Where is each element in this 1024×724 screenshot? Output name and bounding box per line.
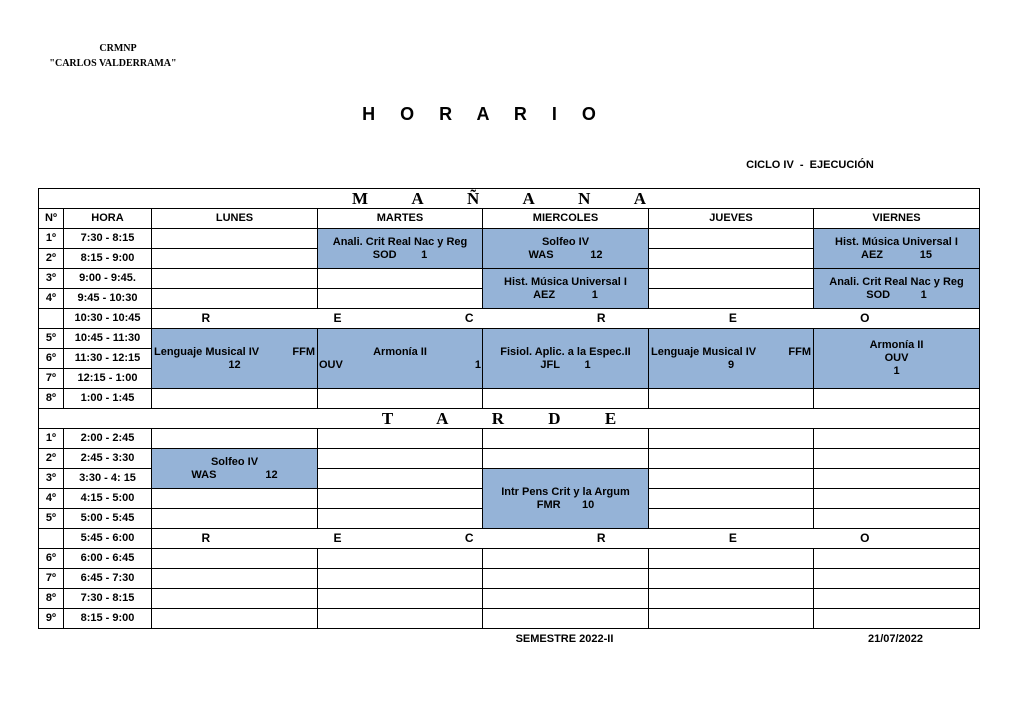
class-room: 1 [474, 358, 481, 371]
table-row [39, 329, 980, 349]
col-header-lunes: LUNES [152, 209, 318, 229]
class-slot-viernes-1[interactable] [814, 229, 980, 269]
period-num: 2º [39, 449, 64, 469]
empty-slot [483, 429, 649, 449]
empty-slot [152, 549, 318, 569]
period-num [39, 309, 64, 329]
col-header-hora: HORA [64, 209, 152, 229]
empty-slot [649, 449, 814, 469]
empty-slot [318, 449, 483, 469]
period-num: 6º [39, 549, 64, 569]
period-num: 6º [39, 349, 64, 369]
empty-slot [483, 569, 649, 589]
period-time: 2:45 - 3:30 [64, 449, 152, 469]
col-header-num: Nº [39, 209, 64, 229]
empty-slot [318, 269, 483, 289]
class-slot-miercoles-1[interactable] [483, 229, 649, 269]
class-details: WAS 12 [528, 248, 603, 261]
period-num: 5º [39, 509, 64, 529]
class-details: JFL 1 [540, 358, 591, 371]
recess-row [39, 529, 980, 549]
table-row [39, 389, 980, 409]
empty-slot [152, 289, 318, 309]
table-row [39, 609, 980, 629]
class-header [152, 346, 317, 359]
empty-slot [649, 389, 814, 409]
period-num: 8º [39, 589, 64, 609]
class-slot-miercoles-3[interactable] [483, 269, 649, 309]
empty-slot [649, 469, 814, 489]
class-course: Armonía II [869, 339, 924, 351]
class-slot-miercoles-pm-3[interactable] [483, 469, 649, 529]
column-header-row [39, 209, 980, 229]
empty-slot [152, 249, 318, 269]
empty-slot [814, 449, 980, 469]
empty-slot [649, 589, 814, 609]
empty-slot [483, 389, 649, 409]
empty-slot [152, 429, 318, 449]
class-course: Anali. Crit Real Nac y Reg [332, 235, 468, 248]
period-num: 8º [39, 389, 64, 409]
empty-slot [814, 429, 980, 449]
empty-slot [152, 589, 318, 609]
period-time: 5:00 - 5:45 [64, 509, 152, 529]
class-course: Solfeo IV [541, 235, 590, 248]
table-row [39, 429, 980, 449]
period-time: 7:30 - 8:15 [64, 589, 152, 609]
empty-slot [649, 489, 814, 509]
period-num: 3º [39, 269, 64, 289]
class-slot-lunes-5[interactable] [152, 329, 318, 389]
period-num: 1º [39, 429, 64, 449]
empty-slot [814, 389, 980, 409]
period-time: 8:15 - 9:00 [64, 609, 152, 629]
class-slot-jueves-5[interactable] [649, 329, 814, 389]
empty-slot [318, 509, 483, 529]
empty-slot [152, 229, 318, 249]
class-course: Hist. Música Universal I [835, 235, 958, 248]
class-course: Solfeo IV [210, 455, 259, 468]
empty-slot [814, 569, 980, 589]
empty-slot [814, 469, 980, 489]
table-row [39, 589, 980, 609]
period-num: 5º [39, 329, 64, 349]
empty-slot [483, 549, 649, 569]
class-details: AEZ 1 [533, 288, 598, 301]
period-num: 7º [39, 369, 64, 389]
class-details [318, 359, 482, 372]
empty-slot [152, 389, 318, 409]
class-room: 1 [893, 365, 900, 377]
page-title: H O R A R I O [362, 104, 606, 124]
empty-slot [152, 269, 318, 289]
class-teacher: FFM [292, 345, 315, 358]
table-row [39, 229, 980, 249]
recess-row [39, 309, 980, 329]
class-slot-miercoles-5[interactable] [483, 329, 649, 389]
class-details: WAS 12 [191, 468, 278, 481]
period-num: 4º [39, 289, 64, 309]
empty-slot [318, 569, 483, 589]
section-header-afternoon [39, 409, 980, 429]
class-slot-martes-1[interactable] [318, 229, 483, 269]
period-num: 1º [39, 229, 64, 249]
empty-slot [649, 269, 814, 289]
empty-slot [483, 449, 649, 469]
col-header-viernes: VIERNES [814, 209, 980, 229]
class-details: FMR 10 [536, 498, 595, 511]
empty-slot [318, 429, 483, 449]
empty-slot [318, 549, 483, 569]
empty-slot [318, 609, 483, 629]
empty-slot [649, 609, 814, 629]
table-row [39, 569, 980, 589]
period-num: 3º [39, 469, 64, 489]
empty-slot [814, 489, 980, 509]
class-course: Intr Pens Crit y la Argum [501, 485, 630, 498]
table-row [39, 549, 980, 569]
class-room: 9 [727, 358, 735, 371]
period-time: 6:45 - 7:30 [64, 569, 152, 589]
empty-slot [318, 469, 483, 489]
class-teacher: FFM [788, 345, 811, 358]
section-title-afternoon: T A R D E [39, 409, 980, 429]
period-time: 11:30 - 12:15 [64, 349, 152, 369]
period-num: 9º [39, 609, 64, 629]
class-course: Fisiol. Aplic. a la Espec.II [500, 345, 631, 358]
class-course: Hist. Música Universal I [504, 275, 627, 288]
class-teacher: OUV [319, 358, 343, 371]
institution-subtitle: "CARLOS VALDERRAMA" [49, 58, 177, 69]
empty-slot [814, 549, 980, 569]
class-course: Lenguaje Musical IV [154, 345, 260, 358]
empty-slot [814, 589, 980, 609]
empty-slot [318, 589, 483, 609]
class-slot-viernes-3[interactable] [814, 269, 980, 309]
empty-slot [649, 249, 814, 269]
empty-slot [318, 389, 483, 409]
class-details: SOD 1 [372, 248, 428, 261]
empty-slot [649, 289, 814, 309]
empty-slot [814, 609, 980, 629]
recess-label: R E C R E O [152, 529, 980, 549]
period-time: 12:15 - 1:00 [64, 369, 152, 389]
date-label: 21/07/2022 [867, 633, 924, 645]
period-time: 10:45 - 11:30 [64, 329, 152, 349]
class-course: Lenguaje Musical IV [651, 345, 757, 358]
empty-slot [483, 589, 649, 609]
semester-label: SEMESTRE 2022-II [515, 633, 614, 645]
class-header [649, 346, 813, 359]
institution-name: CRMNP [99, 43, 137, 54]
empty-slot [649, 229, 814, 249]
class-course: Armonía II [373, 345, 427, 358]
empty-slot [152, 569, 318, 589]
period-time: 9:00 - 9:45. [64, 269, 152, 289]
period-num [39, 529, 64, 549]
period-time: 10:30 - 10:45 [64, 309, 152, 329]
period-time: 3:30 - 4: 15 [64, 469, 152, 489]
cycle-label: CICLO IV - EJECUCIÓN [746, 159, 874, 171]
section-title-morning: M A Ñ A N A [39, 189, 980, 209]
period-time: 6:00 - 6:45 [64, 549, 152, 569]
class-teacher: OUV [884, 352, 909, 364]
period-time: 5:45 - 6:00 [64, 529, 152, 549]
table-row [39, 269, 980, 289]
period-time: 7:30 - 8:15 [64, 229, 152, 249]
empty-slot [649, 549, 814, 569]
empty-slot [318, 489, 483, 509]
class-slot-viernes-5[interactable] [814, 329, 980, 389]
class-room: 12 [228, 358, 241, 371]
period-time: 8:15 - 9:00 [64, 249, 152, 269]
period-time: 4:15 - 5:00 [64, 489, 152, 509]
table-row [39, 449, 980, 469]
period-num: 2º [39, 249, 64, 269]
empty-slot [318, 289, 483, 309]
class-details: SOD 1 [866, 288, 927, 301]
empty-slot [152, 489, 318, 509]
empty-slot [649, 429, 814, 449]
empty-slot [814, 509, 980, 529]
schedule-table [38, 188, 980, 629]
period-time: 2:00 - 2:45 [64, 429, 152, 449]
period-num: 4º [39, 489, 64, 509]
class-slot-lunes-pm-2[interactable] [152, 449, 318, 489]
col-header-martes: MARTES [318, 209, 483, 229]
period-time: 9:45 - 10:30 [64, 289, 152, 309]
period-num: 7º [39, 569, 64, 589]
period-time: 1:00 - 1:45 [64, 389, 152, 409]
empty-slot [649, 509, 814, 529]
class-details: AEZ 15 [861, 248, 932, 261]
col-header-jueves: JUEVES [649, 209, 814, 229]
class-course: Anali. Crit Real Nac y Reg [829, 275, 964, 288]
col-header-miercoles: MIERCOLES [483, 209, 649, 229]
empty-slot [152, 509, 318, 529]
empty-slot [152, 609, 318, 629]
empty-slot [649, 569, 814, 589]
schedule-table-container [38, 188, 979, 631]
empty-slot [483, 609, 649, 629]
recess-label: R E C R E O [152, 309, 980, 329]
class-slot-martes-5[interactable] [318, 329, 483, 389]
section-header-morning [39, 189, 980, 209]
